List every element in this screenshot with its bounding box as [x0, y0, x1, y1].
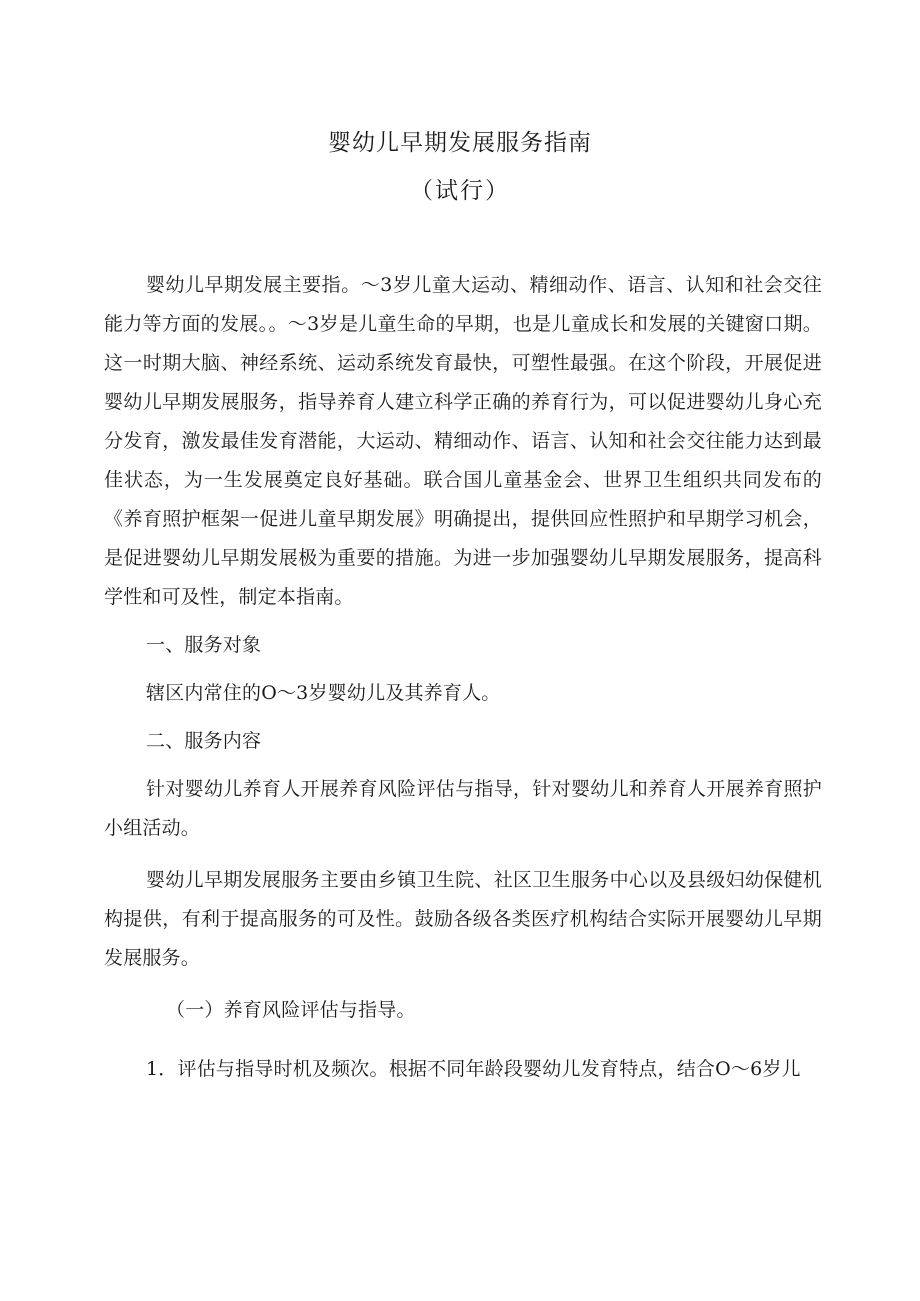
subsection-heading-risk-assessment: （一）养育风险评估与指导。 [166, 999, 416, 1021]
document-title: 婴幼儿早期发展服务指南 [328, 130, 592, 156]
intro-paragraph: 婴幼儿早期发展主要指。～3岁儿童大运动、精细动作、语言、认知和社会交往能力等方面的发展。。～3岁是儿童生命的早期，也是儿童成长和发展的关键窗口期。这一时期大脑、神经系统、运动系统发育最快，可塑性最强。在这个阶段，开展促进婴幼儿早期发展服务，指导养育人建立科学正确的养育行为，可以促进婴幼儿身心充分发育，激发最佳发育潜能，大运动、精细动作、语言、认知和社会交往能力达到最佳状态，为一生发展奠定良好基础。联合国儿童基金会、世界卫生组织共同发布的《养育照护框架一促进儿童早期发展》明确提出，提供回应性照护和早期学习机会，是促进婴幼儿早期发展极为重要的措施。为进一步加强婴幼儿早期发展服务，提高科学性和可及性，制定本指南。 [104, 274, 822, 608]
section-heading-service-content: 二、服务内容 [146, 730, 262, 752]
document-body [104, 266, 822, 1089]
service-provider-paragraph: 婴幼儿早期发展服务主要由乡镇卫生院、社区卫生服务中心以及县级妇幼保健机构提供，有利于提高服务的可及性。鼓励各级各类医疗机构结合实际开展婴幼儿早期发展服务。 [104, 869, 822, 969]
assessment-timing-paragraph: 1．评估与指导时机及频次。根据不同年龄段婴幼儿发育特点，结合O～6岁儿 [146, 1058, 801, 1080]
section-heading-service-target: 一、服务对象 [146, 634, 262, 656]
document-subtitle: （试行） [410, 178, 510, 204]
service-content-paragraph: 针对婴幼儿养育人开展养育风险评估与指导，针对婴幼儿和养育人开展养育照护小组活动。 [104, 778, 822, 839]
service-target-paragraph: 辖区内常住的O～3岁婴幼儿及其养育人。 [146, 682, 501, 704]
